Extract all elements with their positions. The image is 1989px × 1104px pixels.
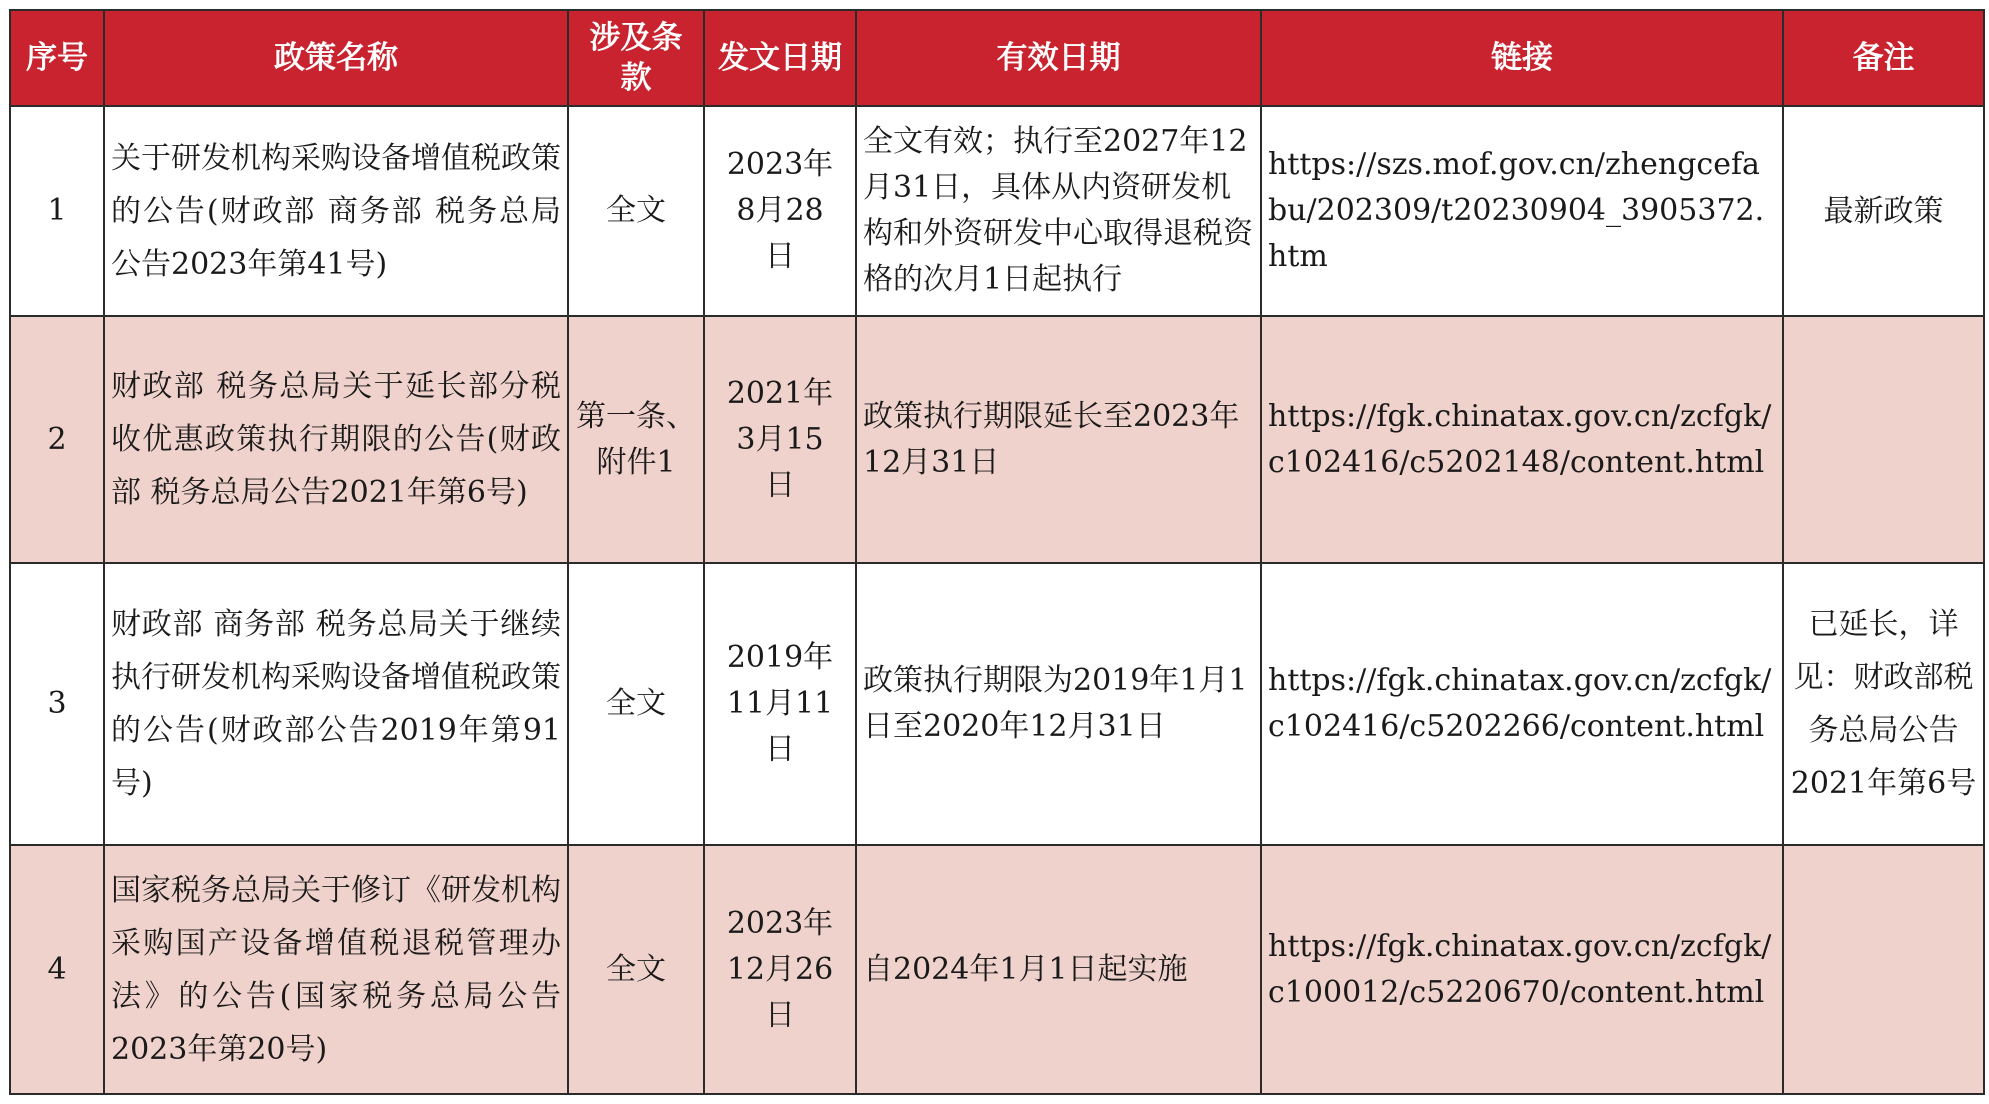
cell-name: 关于研发机构采购设备增值税政策的公告(财政部 商务部 税务总局公告2023年第41号) — [104, 106, 568, 316]
cell-no: 2 — [10, 316, 104, 562]
table-row — [10, 845, 1984, 1094]
table-row — [10, 316, 1984, 562]
cell-effective: 全文有效；执行至2027年12月31日，具体从内资研发机构和外资研发中心取得退税资格的次月1日起执行 — [856, 106, 1261, 316]
cell-effective: 自2024年1月1日起实施 — [856, 845, 1261, 1094]
cell-issue-date: 2023年12月26日 — [704, 845, 856, 1094]
cell-clause: 全文 — [568, 106, 704, 316]
cell-no: 4 — [10, 845, 104, 1094]
cell-note: 最新政策 — [1783, 106, 1984, 316]
header-no: 序号 — [10, 10, 104, 106]
cell-link[interactable]: https://fgk.chinatax.gov.cn/zcfgk/c102416/c5202266/content.html — [1261, 563, 1783, 846]
policy-table — [9, 9, 1985, 1095]
cell-clause: 全文 — [568, 563, 704, 846]
header-note: 备注 — [1783, 10, 1984, 106]
cell-issue-date: 2019年11月11日 — [704, 563, 856, 846]
cell-issue-date: 2021年3月15日 — [704, 316, 856, 562]
header-row — [10, 10, 1984, 106]
cell-clause: 第一条、附件1 — [568, 316, 704, 562]
header-issue-date: 发文日期 — [704, 10, 856, 106]
header-link: 链接 — [1261, 10, 1783, 106]
cell-clause: 全文 — [568, 845, 704, 1094]
cell-no: 1 — [10, 106, 104, 316]
cell-link[interactable]: https://szs.mof.gov.cn/zhengcefabu/202309/t20230904_3905372.htm — [1261, 106, 1783, 316]
header-clause: 涉及条款 — [568, 10, 704, 106]
cell-link[interactable]: https://fgk.chinatax.gov.cn/zcfgk/c102416/c5202148/content.html — [1261, 316, 1783, 562]
cell-no: 3 — [10, 563, 104, 846]
cell-issue-date: 2023年8月28日 — [704, 106, 856, 316]
table-row — [10, 106, 1984, 316]
table-row — [10, 563, 1984, 846]
cell-name: 财政部 商务部 税务总局关于继续执行研发机构采购设备增值税政策的公告(财政部公告2019年第91号) — [104, 563, 568, 846]
cell-link[interactable]: https://fgk.chinatax.gov.cn/zcfgk/c100012/c5220670/content.html — [1261, 845, 1783, 1094]
cell-note: 已延长，详见：财政部税务总局公告2021年第6号 — [1783, 563, 1984, 846]
header-name: 政策名称 — [104, 10, 568, 106]
cell-note — [1783, 845, 1984, 1094]
cell-effective: 政策执行期限为2019年1月1日至2020年12月31日 — [856, 563, 1261, 846]
header-effective: 有效日期 — [856, 10, 1261, 106]
cell-name: 国家税务总局关于修订《研发机构采购国产设备增值税退税管理办法》的公告(国家税务总局公告2023年第20号) — [104, 845, 568, 1094]
cell-effective: 政策执行期限延长至2023年12月31日 — [856, 316, 1261, 562]
cell-note — [1783, 316, 1984, 562]
cell-name: 财政部 税务总局关于延长部分税收优惠政策执行期限的公告(财政部 税务总局公告2021年第6号) — [104, 316, 568, 562]
